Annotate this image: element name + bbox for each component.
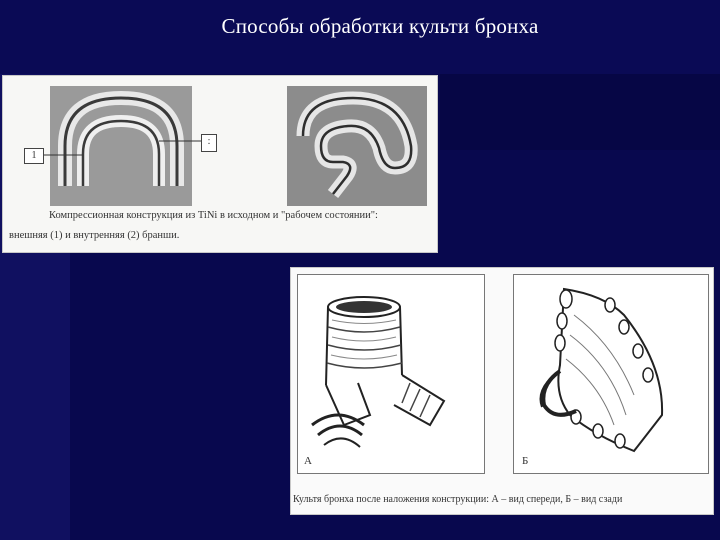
label-box-1: 1 (24, 148, 44, 164)
figure-top-caption-line1: Компрессионная конструкция из TiNi в исходном и "рабочем состоянии": (49, 210, 378, 221)
bronchus-rear-drawing (514, 275, 708, 473)
drawing-frame-b (513, 274, 709, 474)
label-a: А (304, 455, 312, 467)
drawing-frame-a (297, 274, 485, 474)
tini-clip-photos (3, 76, 437, 252)
background-band-right (440, 74, 720, 150)
figure-top-panel (3, 76, 437, 252)
figure-top-caption-line2: внешняя (1) и внутренняя (2) бранши. (9, 230, 180, 241)
slide-title: Способы обработки культи бронха (221, 14, 539, 38)
bronchus-front-drawing (298, 275, 484, 473)
label-b: Б (522, 455, 529, 467)
clip-outer-front (312, 415, 364, 425)
figure-bottom-panel (291, 268, 713, 514)
label-box-2: : (201, 134, 217, 152)
figure-bottom-caption: Культя бронха после наложения конструкции: А – вид спереди, Б – вид сзади (293, 494, 623, 505)
